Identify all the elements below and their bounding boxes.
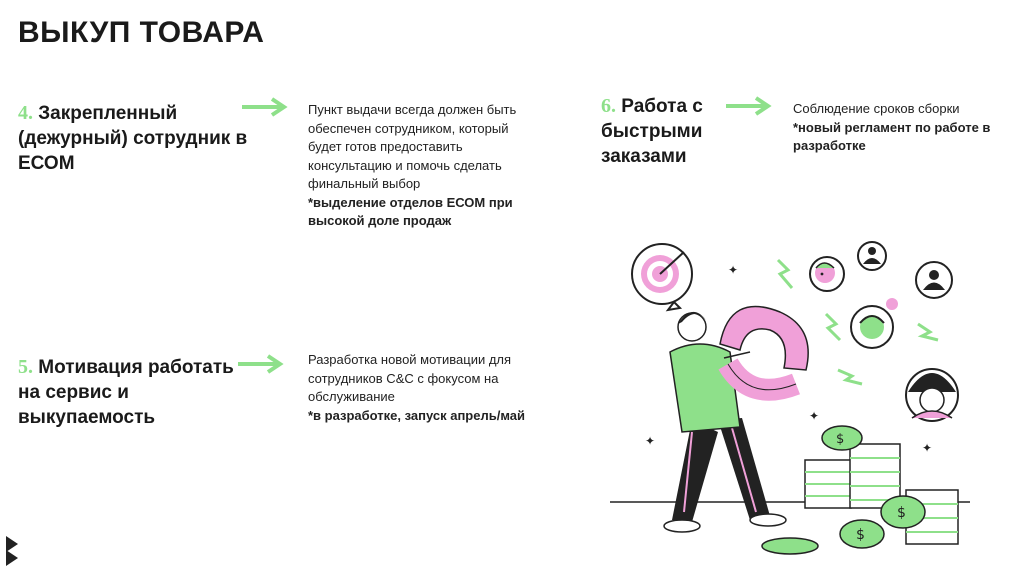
- item-4-note: *выделение отделов ЕСОМ при высокой доле продаж: [308, 194, 513, 228]
- customer-avatar-4: [851, 298, 898, 348]
- customer-avatar-3: [916, 262, 952, 298]
- customer-avatar-5: [906, 369, 958, 421]
- item-4-description: [308, 101, 538, 231]
- person-with-magnet: [664, 306, 818, 554]
- svg-text:$: $: [856, 527, 865, 543]
- item-6-note: *новый регламент по работе в разработке: [793, 119, 991, 153]
- coin-icon: [822, 426, 862, 450]
- item-6-title: [601, 94, 721, 169]
- right-arrow-icon: [238, 354, 286, 374]
- magnet-customers-illustration: [600, 232, 990, 562]
- customer-avatar-2: [858, 242, 886, 270]
- target-bubble-icon: [632, 244, 692, 310]
- right-arrow-icon: [726, 96, 774, 116]
- sparkle-icon: ✦: [809, 409, 820, 423]
- lightning-icon: [838, 370, 862, 384]
- coin-icon: [840, 520, 884, 548]
- sparkle-icon: ✦: [922, 441, 933, 455]
- lightning-icon: [826, 314, 840, 340]
- item-6-description-text: Соблюдение сроков сборки: [793, 101, 960, 116]
- item-4-title-text: Закрепленный (дежурный) сотрудник в ЕСОМ: [18, 103, 248, 174]
- item-6-description: [793, 100, 1008, 156]
- svg-text:$: $: [836, 432, 845, 447]
- svg-text:$: $: [897, 505, 906, 521]
- coin-stack-1: [805, 460, 851, 508]
- item-4-title: [18, 101, 248, 176]
- customer-avatar-1: [810, 257, 844, 291]
- page-title: ВЫКУП ТОВАРА: [18, 16, 265, 49]
- brand-logo-icon: [4, 532, 20, 568]
- item-4-number: 4.: [18, 102, 33, 124]
- item-6-title-text: Работа с быстрыми заказами: [601, 96, 703, 167]
- sparkle-icon: ✦: [645, 434, 656, 448]
- right-arrow-icon: [242, 97, 290, 117]
- item-5-description-text: Разработка новой мотивации для сотрудников С&С с фокусом на обслуживание: [308, 352, 512, 404]
- item-5-number: 5.: [18, 356, 33, 378]
- lightning-icon: [778, 260, 792, 288]
- item-5-note: *в разработке, запуск апрель/май: [308, 407, 526, 423]
- item-6-number: 6.: [601, 95, 616, 117]
- item-5-title-text: Мотивация работать на сервис и выкупаемость: [18, 357, 234, 428]
- sparkle-icon: ✦: [728, 263, 739, 277]
- item-5-title: [18, 355, 238, 430]
- item-5-description: [308, 351, 533, 425]
- item-4-description-text: Пункт выдачи всегда должен быть обеспечен сотрудником, который будет готов предоставить консультацию и помочь сделать финальный выбор: [308, 102, 517, 191]
- lightning-icon: [918, 324, 938, 340]
- coin-icon: [881, 496, 925, 528]
